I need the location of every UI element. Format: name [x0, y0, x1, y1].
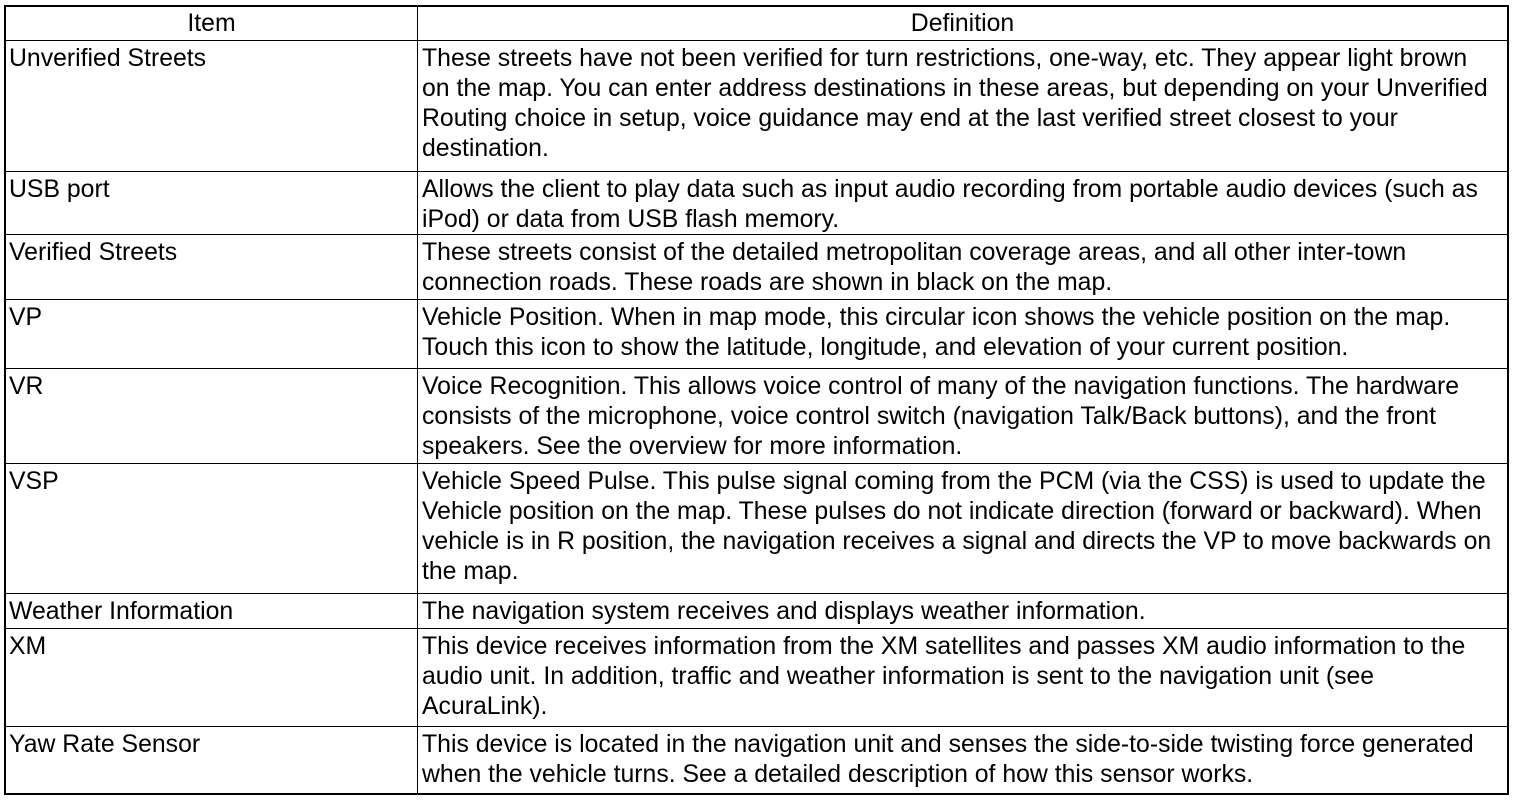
item-cell: Verified Streets: [6, 235, 418, 300]
definition-cell: [418, 727, 1507, 793]
item-cell: VSP: [6, 464, 418, 594]
header-item-label: Item: [187, 9, 236, 37]
header-definition: [418, 7, 1507, 41]
header-definition-label: Definition: [910, 9, 1015, 37]
definition-cell: [418, 235, 1507, 300]
definition-cell: [418, 369, 1507, 464]
definition-cell: [418, 172, 1507, 235]
definition-line: the map.: [422, 558, 519, 585]
definition-line: AcuraLink).: [422, 693, 548, 720]
definition-line: destination.: [422, 135, 549, 162]
item-cell: USB port: [6, 172, 418, 235]
definition-line: when the vehicle turns. See a detailed description of how this sensor works.: [422, 761, 1254, 788]
definition-line: audio unit. In addition, traffic and weather information is sent to the navigation unit (see: [422, 663, 1375, 690]
item-cell: XM: [6, 629, 418, 727]
item-cell: VP: [6, 300, 418, 369]
definition-line: Vehicle Position. When in map mode, this circular icon shows the vehicle position on the map.: [422, 304, 1451, 331]
definition-line: speakers. See the overview for more information.: [422, 433, 963, 460]
definition-cell: [418, 464, 1507, 594]
definition-line: consists of the microphone, voice control switch (navigation Talk/Back buttons), and the front: [422, 403, 1436, 430]
definition-line: on the map. You can enter address destinations in these areas, but depending on your Unverified: [422, 75, 1488, 102]
definition-line: This device receives information from the XM satellites and passes XM audio information to the: [422, 633, 1466, 660]
item-cell: VR: [6, 369, 418, 464]
definition-line: These streets have not been verified for turn restrictions, one-way, etc. They appear light brown: [422, 45, 1468, 72]
definition-line: This device is located in the navigation unit and senses the side-to-side twisting force generated: [422, 731, 1474, 758]
item-cell: Yaw Rate Sensor: [6, 727, 418, 793]
definition-line: Voice Recognition. This allows voice control of many of the navigation functions. The hardware: [422, 373, 1460, 400]
item-cell: Weather Information: [6, 594, 418, 629]
definition-line: Vehicle Speed Pulse. This pulse signal coming from the PCM (via the CSS) is used to update the: [422, 468, 1486, 495]
definition-cell: [418, 41, 1507, 172]
glossary-table: [4, 5, 1509, 795]
definition-cell: [418, 594, 1507, 629]
definition-line: The navigation system receives and displays weather information.: [422, 598, 1146, 625]
header-item: [6, 7, 418, 41]
item-cell: Unverified Streets: [6, 41, 418, 172]
definition-line: These streets consist of the detailed metropolitan coverage areas, and all other inter-town: [422, 239, 1407, 266]
definition-line: vehicle is in R position, the navigation receives a signal and directs the VP to move backwards on: [422, 528, 1492, 555]
definition-cell: [418, 300, 1507, 369]
definition-line: Allows the client to play data such as input audio recording from portable audio devices (such as: [422, 176, 1478, 203]
definition-line: Routing choice in setup, voice guidance may end at the last verified street closest to your: [422, 105, 1398, 132]
definition-line: Touch this icon to show the latitude, longitude, and elevation of your current position.: [422, 334, 1349, 361]
definition-line: iPod) or data from USB flash memory.: [422, 206, 840, 233]
definition-line: Vehicle position on the map. These pulses do not indicate direction (forward or backward). When: [422, 498, 1482, 525]
definition-cell: [418, 629, 1507, 727]
definition-line: connection roads. These roads are shown in black on the map.: [422, 269, 1113, 296]
